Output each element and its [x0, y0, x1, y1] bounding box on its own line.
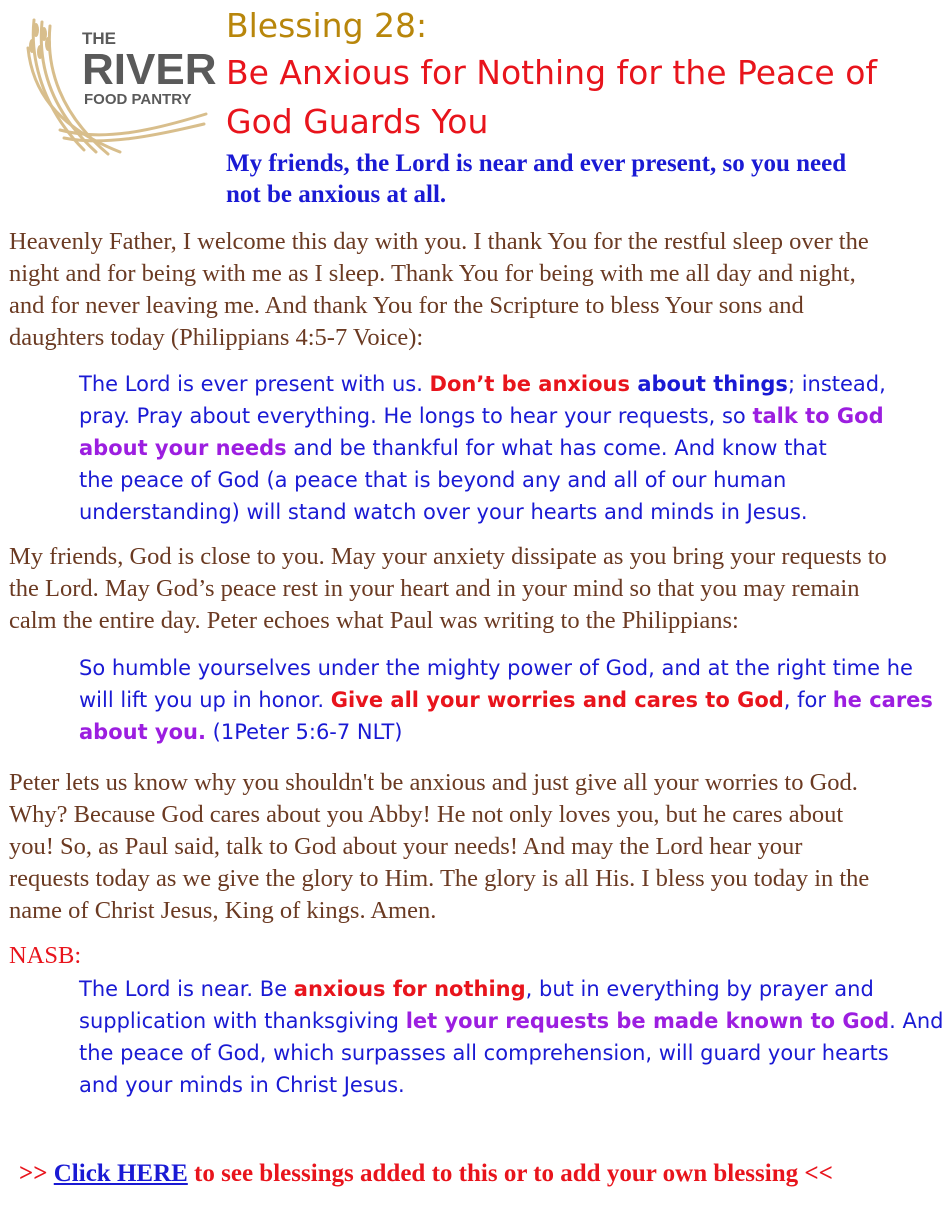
verse-text: and be thankful for what has come. And know that	[286, 436, 827, 460]
verse-line: So humble yourselves under the mighty power of God, and at the right time he	[79, 656, 913, 680]
paragraph-line: Heavenly Father, I welcome this day with you. I thank You for the restful sleep over the	[9, 228, 869, 255]
paragraph-line: the Lord. May God’s peace rest in your heart and in your mind so that you may remain	[9, 575, 860, 602]
verse-line	[79, 973, 913, 1005]
paragraph-line: requests today as we give the glory to Him. The glory is all His. I bless you today in the	[9, 865, 870, 892]
nasb-label: NASB:	[9, 942, 82, 969]
verse-line	[79, 1005, 943, 1037]
verse-line: the peace of God, which surpasses all comprehension, will guard your hearts	[79, 1041, 889, 1065]
paragraph-line: My friends, God is close to you. May your anxiety dissipate as you bring your requests to	[9, 543, 887, 570]
paragraph-line: night and for being with me as I sleep. Thank You for being with me all day and night,	[9, 260, 856, 287]
paragraph-line: calm the entire day. Peter echoes what Paul was writing to the Philippians:	[9, 607, 739, 634]
verse-highlight-blue: about things	[630, 372, 788, 396]
tagline-line1: My friends, the Lord is near and ever present, so you need	[226, 150, 847, 177]
verse-line	[79, 684, 933, 716]
verse-text: will lift you up in honor.	[79, 688, 331, 712]
verse-highlight-purple: he cares	[832, 688, 933, 712]
tagline	[226, 148, 906, 210]
verse-text: The Lord is ever present with us.	[79, 372, 430, 396]
verse-text: pray. Pray about everything. He longs to hear your requests, so	[79, 404, 753, 428]
footer-prefix: >>	[19, 1160, 54, 1187]
verse-line: the peace of God (a peace that is beyond any and all of our human	[79, 468, 787, 492]
verse-text: supplication with thanksgiving	[79, 1009, 406, 1033]
verse-text: , for	[783, 688, 833, 712]
title-block	[226, 4, 906, 210]
verse-highlight-red: Give all your worries and cares to God	[330, 688, 784, 712]
verse-line	[79, 400, 913, 432]
river-food-pantry-logo	[24, 18, 217, 158]
verse-highlight-red: anxious for nothing	[293, 977, 526, 1001]
paragraph-line: name of Christ Jesus, King of kings. Amen.	[9, 897, 437, 924]
verse-line: and your minds in Christ Jesus.	[79, 1073, 405, 1097]
verse-highlight-purple: about you.	[79, 720, 206, 744]
prayer-paragraph-1	[9, 226, 905, 354]
verse-text: , but in everything by prayer and	[525, 977, 874, 1001]
tagline-line2: not be anxious at all.	[226, 181, 447, 208]
prayer-paragraph-3	[9, 767, 905, 927]
paragraph-line: and for never leaving me. And thank You for the Scripture to bless Your sons and	[9, 292, 804, 319]
click-here-link[interactable]: Click HERE	[53, 1160, 188, 1187]
verse-highlight-red: Don’t be anxious	[429, 372, 631, 396]
verse-reference: (1Peter 5:6-7 NLT)	[205, 720, 403, 744]
verse-line	[79, 432, 913, 464]
verse-line	[79, 716, 913, 748]
verse-highlight-purple: talk to God	[752, 404, 884, 428]
verse-highlight-purple: about your needs	[79, 436, 287, 460]
verse-line	[79, 368, 913, 400]
logo-the-text: THE	[82, 29, 116, 48]
paragraph-line: you! So, as Paul said, talk to God about your needs! And may the Lord hear your	[9, 833, 803, 860]
blessing-title-line1: Be Anxious for Nothing for the Peace of	[226, 53, 878, 92]
logo-river-text: RIVER	[82, 45, 217, 94]
verse-text: ; instead,	[787, 372, 886, 396]
scripture-quote-philippians	[79, 368, 913, 528]
scripture-quote-nasb	[79, 973, 943, 1101]
verse-highlight-purple: let your requests be made known to God	[405, 1009, 890, 1033]
scripture-quote-1peter	[79, 652, 933, 748]
blessing-title-line2: God Guards You	[226, 102, 489, 141]
paragraph-line: Why? Because God cares about you Abby! He not only loves you, but he cares about	[9, 801, 844, 828]
blessing-number: Blessing 28:	[226, 6, 428, 45]
footer-suffix: to see blessings added to this or to add your own blessing <<	[187, 1160, 833, 1187]
paragraph-line: Peter lets us know why you shouldn't be anxious and just give all your worries to God.	[9, 769, 858, 796]
verse-text: The Lord is near. Be	[79, 977, 294, 1001]
verse-text: . And	[889, 1009, 943, 1033]
verse-line: understanding) will stand watch over your hearts and minds in Jesus.	[79, 500, 808, 524]
logo-food-pantry-text: FOOD PANTRY	[84, 91, 192, 108]
paragraph-line: daughters today (Philippians 4:5-7 Voice):	[9, 324, 424, 351]
prayer-paragraph-2	[9, 541, 905, 637]
footer-call-to-action	[19, 1158, 899, 1190]
